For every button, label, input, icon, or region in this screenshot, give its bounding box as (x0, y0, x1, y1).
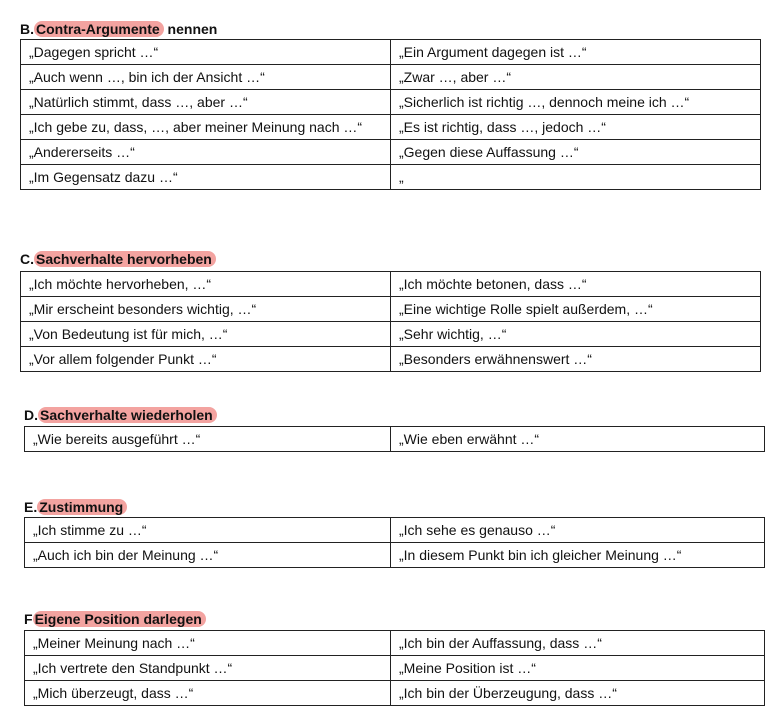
table-row (25, 427, 765, 452)
phrase-cell: „Ich sehe es genauso …“ (391, 518, 765, 543)
section-letter: B. (20, 21, 34, 37)
phrase-cell: „Mich überzeugt, dass …“ (25, 681, 391, 706)
table-row (25, 631, 765, 656)
phrase-table (20, 39, 761, 190)
table-row (25, 543, 765, 568)
phrase-cell: „Mir erscheint besonders wichtig, …“ (21, 297, 391, 322)
phrase-cell: „Dagegen spricht …“ (21, 40, 391, 65)
phrase-table (24, 517, 765, 568)
phrase-cell: „Besonders erwähnenswert …“ (391, 347, 761, 372)
phrase-table (20, 271, 761, 372)
table-row (25, 656, 765, 681)
phrase-cell: „Von Bedeutung ist für mich, …“ (21, 322, 391, 347)
section-highlight: Sachverhalte hervorheben (34, 251, 216, 267)
table-row (21, 140, 761, 165)
phrase-cell: „Meiner Meinung nach …“ (25, 631, 391, 656)
phrase-cell: „Ich gebe zu, dass, …, aber meiner Meinung nach …“ (21, 115, 391, 140)
section-letter: C. (20, 251, 34, 267)
section-heading (20, 20, 217, 38)
section-letter: E. (24, 499, 38, 515)
table-row (21, 115, 761, 140)
phrase-cell: „In diesem Punkt bin ich gleicher Meinung …“ (391, 543, 765, 568)
section-letter: D. (24, 407, 38, 423)
phrase-cell: „Sicherlich ist richtig …, dennoch meine ich …“ (391, 90, 761, 115)
phrase-cell: „Wie eben erwähnt …“ (391, 427, 765, 452)
phrase-cell: „Ich stimme zu …“ (25, 518, 391, 543)
phrase-cell: „Es ist richtig, dass …, jedoch …“ (391, 115, 761, 140)
section-highlight: Eigene Position darlegen (33, 611, 206, 627)
phrase-cell: „Ich vertrete den Standpunkt …“ (25, 656, 391, 681)
section-highlight: Sachverhalte wiederholen (38, 407, 217, 423)
phrase-cell: „Ich bin der Auffassung, dass …“ (391, 631, 765, 656)
section-highlight: Contra-Argumente (34, 21, 164, 37)
phrase-cell: „Wie bereits ausgeführt …“ (25, 427, 391, 452)
phrase-cell: „Auch wenn …, bin ich der Ansicht …“ (21, 65, 391, 90)
table-row (25, 681, 765, 706)
phrase-cell: „Auch ich bin der Meinung …“ (25, 543, 391, 568)
phrase-cell: „Ein Argument dagegen ist …“ (391, 40, 761, 65)
phrase-cell: „Im Gegensatz dazu …“ (21, 165, 391, 190)
phrase-cell: „ (391, 165, 761, 190)
phrase-table (24, 630, 765, 706)
phrase-cell: „Andererseits …“ (21, 140, 391, 165)
phrase-table (24, 426, 765, 452)
section-heading (24, 610, 206, 628)
phrase-cell: „Sehr wichtig, …“ (391, 322, 761, 347)
section-highlight: Zustimmung (37, 499, 127, 515)
phrase-cell: „Zwar …, aber …“ (391, 65, 761, 90)
phrase-cell: „Ich bin der Überzeugung, dass …“ (391, 681, 765, 706)
phrase-cell: „Ich möchte hervorheben, …“ (21, 272, 391, 297)
table-row (21, 40, 761, 65)
phrase-cell: „Vor allem folgender Punkt …“ (21, 347, 391, 372)
table-row (21, 65, 761, 90)
phrase-cell: „Gegen diese Auffassung …“ (391, 140, 761, 165)
section-heading (24, 498, 127, 516)
table-row (21, 272, 761, 297)
table-row (21, 347, 761, 372)
table-row (21, 165, 761, 190)
phrase-cell: „Natürlich stimmt, dass …, aber …“ (21, 90, 391, 115)
table-row (21, 322, 761, 347)
phrase-cell: „Eine wichtige Rolle spielt außerdem, …“ (391, 297, 761, 322)
table-row (21, 90, 761, 115)
section-heading (24, 406, 217, 424)
section-heading (20, 250, 216, 268)
section-letter: F (24, 611, 33, 627)
section-heading-rest: nennen (163, 21, 218, 37)
table-row (25, 518, 765, 543)
phrase-cell: „Ich möchte betonen, dass …“ (391, 272, 761, 297)
table-row (21, 297, 761, 322)
phrase-cell: „Meine Position ist …“ (391, 656, 765, 681)
